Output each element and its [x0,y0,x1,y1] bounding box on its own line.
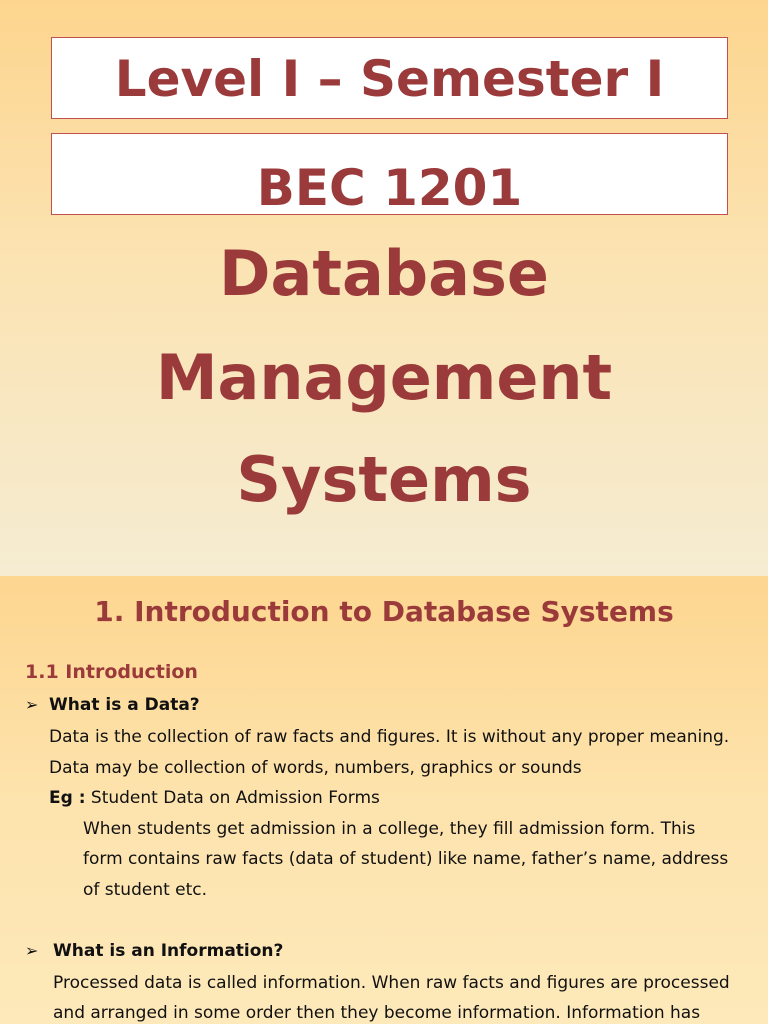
bullet-question-information: What is an Information? [53,941,284,961]
course-title-line-2: Management [155,341,613,414]
course-code-text: BEC 1201 [256,159,523,217]
arrow-bullet-icon: ➢ [25,941,39,960]
example-detail-line-2: form contains raw facts (data of student) like name, father’s name, address [83,849,729,869]
level-semester-text: Level I – Semester I [114,50,665,108]
arrow-bullet-icon: ➢ [25,695,39,714]
example-detail-line-3: of student etc. [83,880,208,900]
bullet-question-data: What is a Data? [49,695,200,715]
data-definition-line-2: Data may be collection of words, numbers, graphics or sounds [49,758,582,778]
example-text: Student Data on Admission Forms [85,788,380,808]
information-definition-line-1: Processed data is called information. When raw facts and figures are processed [53,973,730,993]
course-title-line-1: Database [219,237,549,310]
intro-slide [0,576,768,1024]
example-detail-line-1: When students get admission in a college, they fill admission form. This [83,819,696,839]
course-code-box [51,133,728,215]
section-heading: 1.1 Introduction [25,661,198,683]
slide-title: 1. Introduction to Database Systems [94,595,674,628]
information-definition-line-2: and arranged in some order then they become information. Information has [53,1003,701,1023]
example-line [49,783,380,813]
example-label: Eg : [49,788,86,808]
course-title-line-3: Systems [236,443,532,516]
level-semester-box [51,37,728,119]
data-definition-line-1: Data is the collection of raw facts and figures. It is without any proper meaning. [49,727,730,747]
